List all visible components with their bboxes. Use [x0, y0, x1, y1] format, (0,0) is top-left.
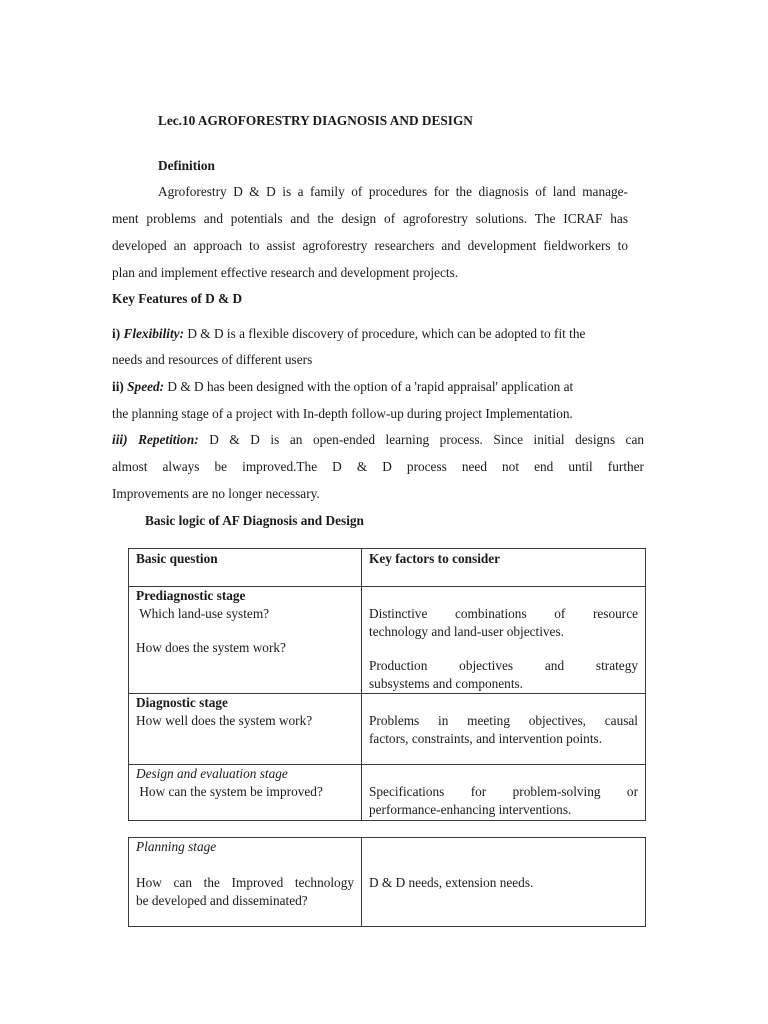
table-row-design [129, 765, 646, 821]
feature-speed-line-2: the planning stage of a project with In-depth follow-up during project Implementation. [112, 406, 573, 421]
feature-repetition-line-2: almost always be improved.The D & D process need not end until further [112, 459, 644, 474]
answer-line: Distinctive combinations of resource [369, 606, 638, 621]
af-logic-table [128, 548, 646, 821]
definition-line-1: Agroforestry D & D is a family of procedures for the diagnosis of land manage- [158, 184, 628, 199]
feature-repetition-line-1 [112, 432, 644, 448]
table-header-row [129, 549, 646, 587]
answer-line: Problems in meeting objectives, causal [369, 713, 638, 728]
feature-text: D & D is a flexible discovery of procedure, which can be adopted to fit the [187, 326, 586, 341]
table-cell [129, 765, 362, 821]
table-row-prediagnostic [129, 587, 646, 694]
question-line: How can the Improved technology [136, 875, 354, 890]
table-cell [129, 587, 362, 694]
feature-text: D & D is an open-ended learning process. Since initial designs can [209, 432, 645, 447]
feature-label-repetition: Repetition: [138, 432, 199, 447]
question-how-system-works: How does the system work? [136, 640, 286, 655]
lecture-title: Lec.10 AGROFORESTRY DIAGNOSIS AND DESIGN [158, 113, 473, 128]
answer-planning: D & D needs, extension needs. [369, 875, 534, 890]
answer-line: factors, constraints, and intervention points. [369, 731, 603, 746]
stage-design-evaluation: Design and evaluation stage [136, 766, 288, 781]
table-cell [362, 587, 646, 694]
key-features-heading: Key Features of D & D [112, 291, 243, 306]
stage-prediagnostic: Prediagnostic stage [136, 588, 246, 603]
answer-line: performance-enhancing interventions. [369, 802, 572, 817]
table-cell [129, 694, 362, 765]
table-row-planning [129, 838, 646, 927]
answer-line: Production objectives and strategy [369, 658, 638, 673]
definition-line-2: ment problems and potentials and the design of agroforestry solutions. The ICRAF has [112, 211, 628, 226]
answer-line: technology and land-user objectives. [369, 624, 564, 639]
stage-diagnostic: Diagnostic stage [136, 695, 228, 710]
feature-number: iii) [112, 432, 128, 447]
table-cell [362, 838, 646, 927]
table-title: Basic logic of AF Diagnosis and Design [145, 513, 364, 528]
stage-planning: Planning stage [136, 839, 217, 854]
feature-speed-line-1 [112, 379, 573, 395]
question-which-land-use: Which land-use system? [136, 606, 270, 621]
feature-flexibility-line-2: needs and resources of different users [112, 352, 313, 367]
table-header-cell [362, 549, 646, 587]
answer-line: Specifications for problem-solving or [369, 784, 638, 799]
definition-line-4: plan and implement effective research and development projects. [112, 265, 459, 280]
question-line: be developed and disseminated? [136, 893, 308, 908]
col-header-basic-question: Basic question [136, 551, 218, 566]
answer-line: subsystems and components. [369, 676, 524, 691]
feature-number: i) [112, 326, 121, 341]
question-how-well: How well does the system work? [136, 713, 313, 728]
definition-line-3: developed an approach to assist agroforestry researchers and development fieldworkers to [112, 238, 628, 253]
col-header-key-factors: Key factors to consider [369, 551, 501, 566]
feature-number: ii) [112, 379, 124, 394]
feature-flexibility-line-1 [112, 326, 585, 342]
table-row-diagnostic [129, 694, 646, 765]
table-cell [362, 765, 646, 821]
feature-text: D & D has been designed with the option of a 'rapid appraisal' application at [167, 379, 574, 394]
table-cell [129, 838, 362, 927]
definition-heading: Definition [158, 158, 215, 173]
feature-repetition-line-3: Improvements are no longer necessary. [112, 486, 320, 501]
table-cell [362, 694, 646, 765]
question-how-improved: How can the system be improved? [136, 784, 323, 799]
feature-label-flexibility: Flexibility: [123, 326, 185, 341]
feature-label-speed: Speed: [127, 379, 165, 394]
table-header-cell [129, 549, 362, 587]
planning-table [128, 837, 646, 927]
